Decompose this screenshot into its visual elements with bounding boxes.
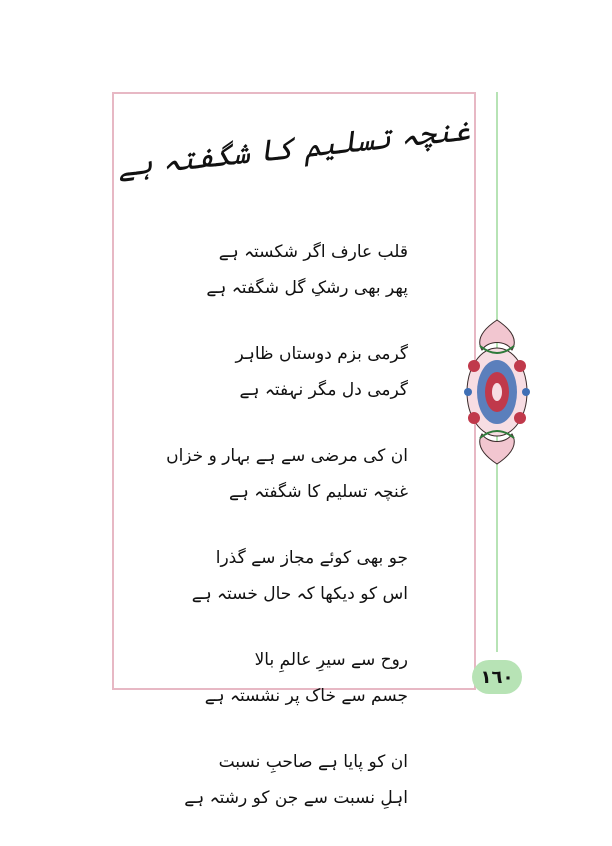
poem-title xyxy=(113,111,475,186)
verse-line: جسم سے خاک پر نشستہ ہے xyxy=(204,686,408,706)
stanza-5 xyxy=(178,642,408,714)
verse-line: غنچہ تسلیم کا شگفتہ ہے xyxy=(228,482,408,502)
page-number-badge xyxy=(472,660,522,694)
page-number: ١٦٠ xyxy=(480,666,514,688)
verse-line: گرمی دل مگر نہفتہ ہے xyxy=(239,380,408,400)
verse-line: اس کو دیکھا کہ حال خستہ ہے xyxy=(191,584,408,604)
stanza-4 xyxy=(178,540,408,612)
stanza-3 xyxy=(166,438,408,510)
verse-line: جو بھی کوئے مجاز سے گذرا xyxy=(215,548,408,568)
stanza-6 xyxy=(178,744,408,816)
page-frame xyxy=(112,92,476,808)
verse-line: روح سے سیرِ عالمِ بالا xyxy=(254,650,408,670)
floral-ornament-icon xyxy=(462,316,532,468)
poem-title-text: غنچہ تسلیم کا شگفتہ ہے xyxy=(115,112,473,185)
poem-body xyxy=(166,234,408,846)
verse-line: گرمی بزم دوستاں ظاہر xyxy=(235,344,408,364)
stanza-2 xyxy=(178,336,408,408)
verse-line: ان کو پایا ہے صاحبِ نسبت xyxy=(218,752,408,772)
verse-line: پھر بھی رشکِ گل شگفتہ ہے xyxy=(206,278,408,298)
verse-line: اہلِ نسبت سے جن کو رشتہ ہے xyxy=(184,788,408,808)
verse-line: قلب عارف اگر شکستہ ہے xyxy=(218,242,408,262)
verse-line: ان کی مرضی سے ہے بہار و خزاں xyxy=(166,446,408,466)
stanza-1 xyxy=(178,234,408,306)
